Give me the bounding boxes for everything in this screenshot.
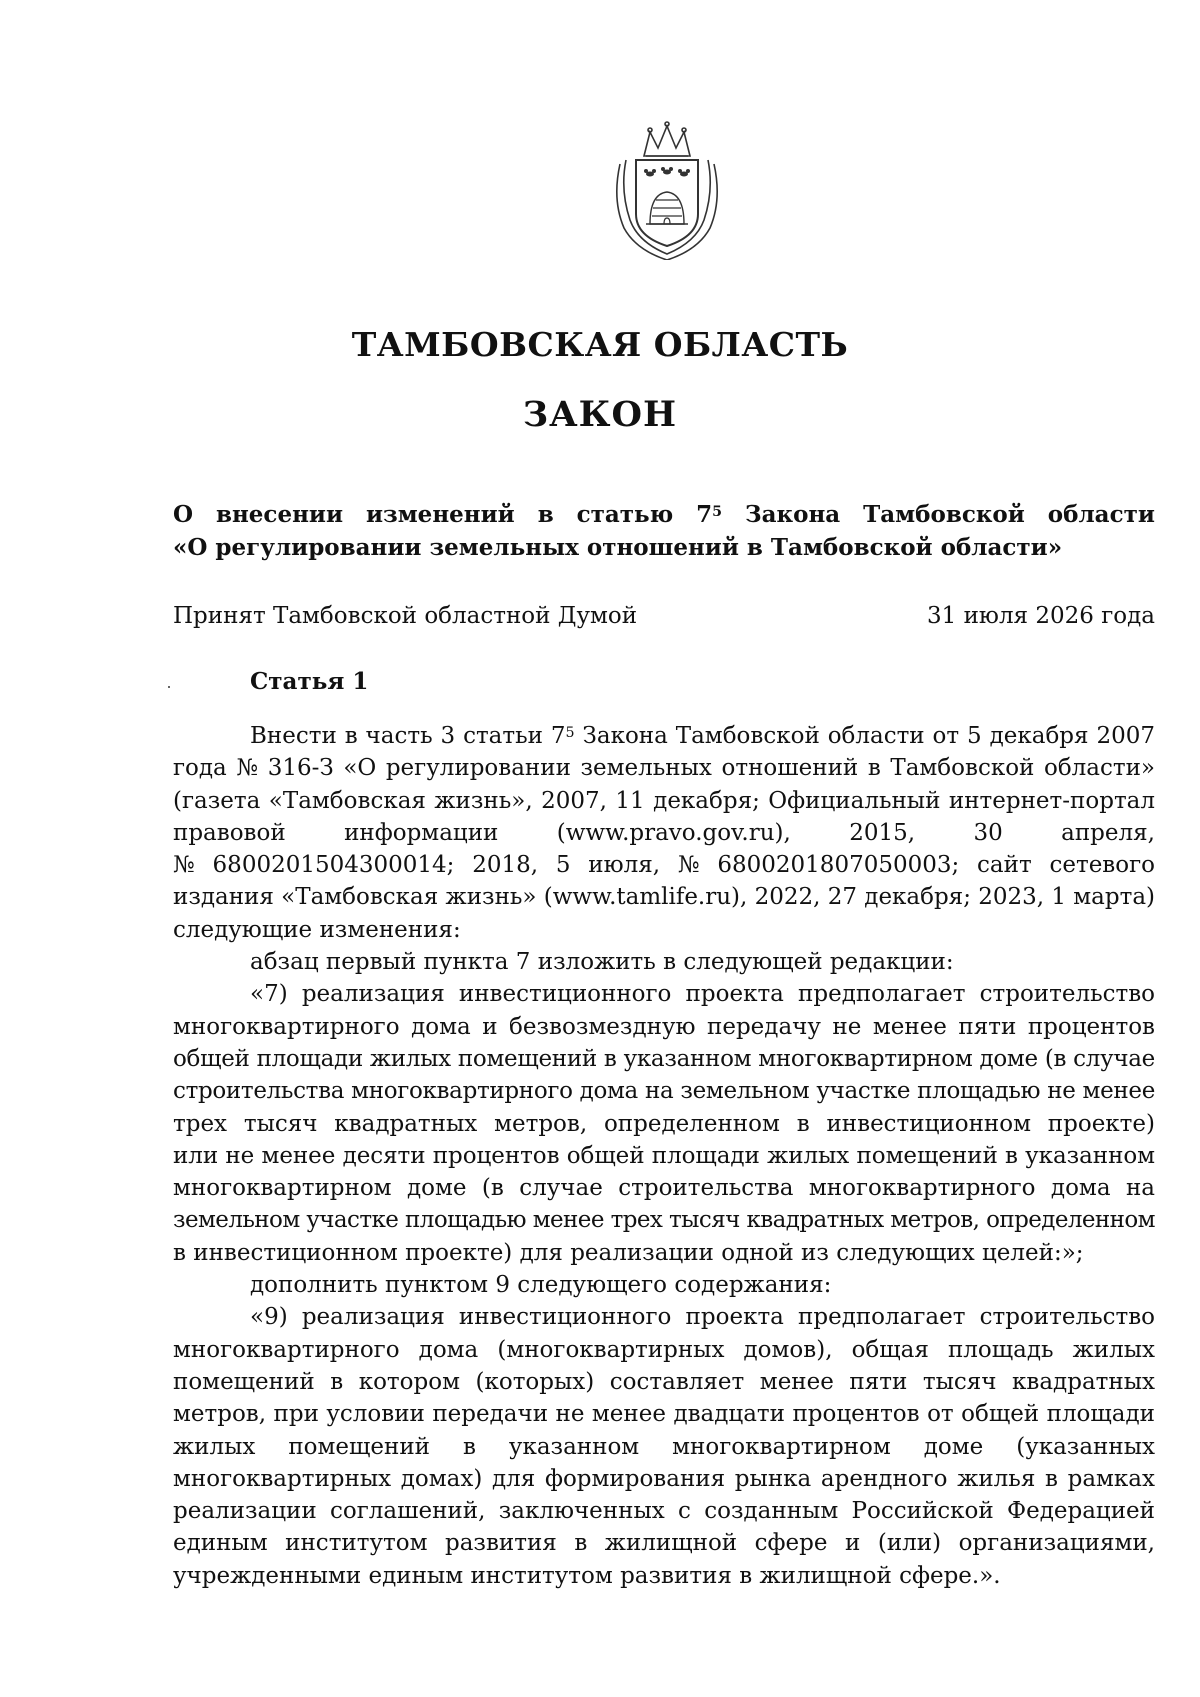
text-line: многоквартирного дома и безвозмездную передачу не менее пяти процентов xyxy=(173,1013,1155,1040)
text-line: помещений в котором (которых) составляет менее пяти тысяч квадратных xyxy=(173,1368,1155,1395)
adoption-date: 31 июля 2026 года xyxy=(927,603,1155,629)
coat-of-arms-icon xyxy=(606,120,728,260)
text-line: земельном участке площадью менее трех тысяч квадратных метров, определенном xyxy=(173,1207,1155,1234)
text-line: в инвестиционном проекте) для реализации одной из следующих целей:»; xyxy=(173,1239,1084,1266)
text-line: общей площади жилых помещений в указанном многоквартирном доме (в случае xyxy=(173,1045,1155,1072)
text-line: издания «Тамбовская жизнь» (www.tamlife.ru), 2022, 27 декабря; 2023, 1 марта) xyxy=(173,884,1155,911)
adopted-by: Принят Тамбовской областной Думой xyxy=(173,603,638,629)
title-line-2: «О регулировании земельных отношений в Тамбовской области» xyxy=(173,534,1063,561)
text-line: года № 316-З «О регулировании земельных отношений в Тамбовской области» xyxy=(173,755,1155,782)
text-line: единым институтом развития в жилищной сфере и (или) организациями, xyxy=(173,1530,1155,1557)
document-type: ЗАКОН xyxy=(522,394,678,435)
law-title xyxy=(173,498,1155,564)
text-line: реализации соглашений, заключенных с созданным Российской Федерацией xyxy=(173,1498,1155,1525)
text-line: следующие изменения: xyxy=(173,916,461,943)
text-line: метров, при условии передачи не менее двадцати процентов от общей площади xyxy=(173,1401,1155,1428)
text-line: учрежденными единым институтом развития в жилищной сфере.». xyxy=(173,1562,1001,1589)
text-line: Внести в часть 3 статьи $7^5$ Закона Тамбовской области от 5 декабря 2007 xyxy=(250,723,1155,749)
text-line: правовой информации (www.pravo.gov.ru), 2015, 30 апреля, xyxy=(173,819,1155,846)
article-heading: Статья 1 xyxy=(250,668,369,695)
scan-mark xyxy=(168,686,170,688)
title-line-1: О внесении изменений в статью $7^5$ Закона Тамбовской области xyxy=(173,501,1155,528)
article-body xyxy=(173,720,1155,1592)
text-line: (газета «Тамбовская жизнь», 2007, 11 декабря; Официальный интернет-портал xyxy=(173,787,1155,814)
text-line: «7) реализация инвестиционного проекта предполагает строительство xyxy=(250,981,1155,1008)
region-name: ТАМБОВСКАЯ ОБЛАСТЬ xyxy=(351,325,849,364)
text-line: абзац первый пункта 7 изложить в следующей редакции: xyxy=(250,949,954,976)
text-line: многоквартирного дома (многоквартирных домов), общая площадь жилых xyxy=(173,1336,1155,1363)
text-line: строительства многоквартирного дома на земельном участке площадью не менее xyxy=(173,1078,1155,1105)
text-line: «9) реализация инвестиционного проекта предполагает строительство xyxy=(250,1304,1155,1331)
text-line: жилых помещений в указанном многоквартирном доме (указанных xyxy=(173,1433,1155,1460)
adoption-line xyxy=(173,603,1155,629)
text-line: № 6800201504300014; 2018, 5 июля, № 6800201807050003; сайт сетевого xyxy=(173,852,1155,879)
text-line: трех тысяч квадратных метров, определенном в инвестиционном проекте) xyxy=(173,1110,1155,1137)
text-line: или не менее десяти процентов общей площади жилых помещений в указанном xyxy=(173,1142,1155,1169)
text-line: многоквартирных домах) для формирования рынка арендного жилья в рамках xyxy=(173,1465,1155,1492)
text-line: многоквартирном доме (в случае строительства многоквартирного дома на xyxy=(173,1175,1155,1202)
text-line: дополнить пунктом 9 следующего содержания: xyxy=(250,1272,832,1299)
